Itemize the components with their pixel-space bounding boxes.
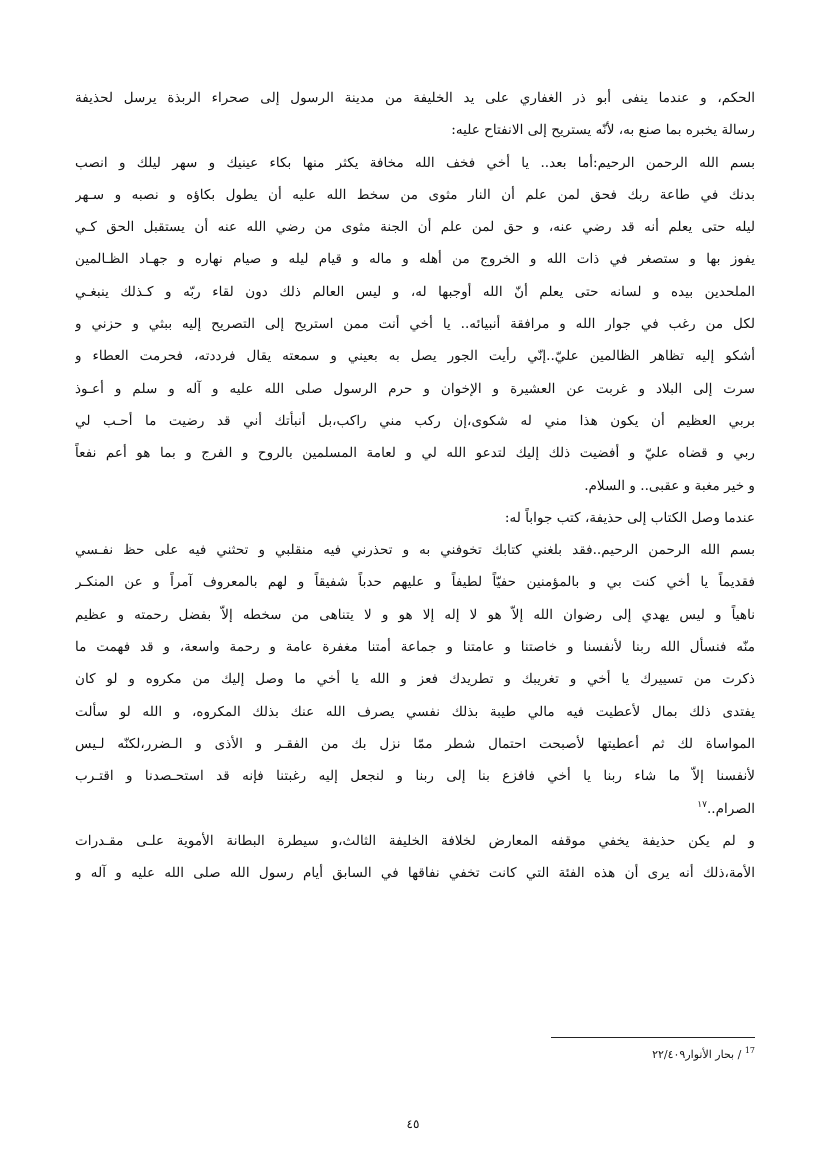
text-line: يفوز بها و ستصغر في ذات الله و الخروج من أهله و ماله و قيام ليله و صيام نهاره و جهـاد الظـالمين <box>75 251 755 268</box>
text-line-with-footnote-ref <box>75 793 755 825</box>
text-line: الحكم، و عندما ينفى أبو ذر الغفاري على يد الخليفة من مدينة الرسول إلى صحراء الربذة يرسل لحذيفة <box>75 90 755 106</box>
text-line: ذكرت من تسييرك يا أخي و تغريبك و تطريدك فعز و الله يا أخي ما وصل إليك من مكروه و لو كان <box>75 671 755 688</box>
text-line: المواساة لك ثم أعطيتها لأصبحت احتمال شطر ممّا نزل بك من الفقـر و الأذى و الـضرر،لكنّه لـيس <box>75 735 755 752</box>
footnote-number: 17 <box>744 1046 755 1055</box>
footnote <box>500 1046 755 1064</box>
text-line-content: الصرام.. <box>706 800 755 817</box>
text-line: الملحدين بيده و لسانه حتى يعلم أنّ الله أوجبها له، و ليس العالم ذلك دون لقاء ربّه و كـذلك ينبغـي <box>75 283 755 300</box>
text-line: ليله حتى يعلم أنه قد رضي عنه، و حق لمن علم أن الجنة مثوى من رضي الله عنه أن يستقبل الحق كـي <box>75 219 755 236</box>
text-line: يفتدى ذلك بمال لأعطيت فيه مالي طيبة بذلك نفسي يصرف الله عنك بذلك المكروه، و الله لو سألت <box>75 703 755 720</box>
text-line: و خير مغبة و عقبى.. و السلام. <box>584 477 755 494</box>
page-number: ٤٥ <box>406 1117 420 1131</box>
text-line: عندما وصل الكتاب إلى حذيفة، كتب جواباً له: <box>504 509 755 526</box>
text-line: بدنك في طاعة ربك فحق لمن علم أن النار مثوى من سخط الله عليه أن يطول بكاؤه و نصبه و سـهر <box>75 186 755 203</box>
text-line: ناهياً و ليس يهدي إلى رضوان الله إلاّ هو لا إله إلا هو و لا يتناهى من سخطه إلاّ بفضل رحمته و عظيم <box>75 606 755 623</box>
footnote-separator <box>551 1037 755 1038</box>
text-line: بسم الله الرحمن الرحيم:أما بعد.. يا أخي فخف الله مخافة يكثر منها بكاء عينيك و سهر ليلك و انصب <box>75 154 755 171</box>
text-line: لأنفسنا إلاّ ما شاء ربنا يا أخي فافزع بنا إلى ربنا و لنجعل إليه رغبتنا فإنه قد استحـصدنا و اقتـرب <box>75 768 755 785</box>
text-line: ربي و قضاه عليّ و أفضيت ذلك إليك لتدعو الله لي و لعامة المسلمين بالروح و الفرج و بما هو أعم نفعاً <box>75 445 755 462</box>
footnote-reference: ١٧ <box>697 799 707 810</box>
text-line: منّه فنسأل الله ربنا لأنفسنا و خاصتنا و عامتنا و جماعة أمتنا مغفرة عامة و رحمة واسعة، و قد فهمت ما <box>75 639 755 656</box>
footnote-text: / بحار الأنوار٢٢/٤٠٩ <box>652 1048 742 1061</box>
text-line: فقديماً يا أخي كنت بي و بالمؤمنين حفيّاً لطيفاً و عليهم حدباً شفيقاً و لهم بالمعروف آمراً و عن المنكـر <box>75 574 755 591</box>
text-line: رسالة يخبره بما صنع به، لأنّه يستريح إلى الانفتاح عليه: <box>451 122 755 139</box>
text-line: سرت إلى البلاد و غربت عن العشيرة و الإخوان و حرم الرسول صلى الله عليه و آله و سلم و أعـوذ <box>75 380 755 397</box>
text-line: و لم يكن حذيفة يخفي موقفه المعارض لخلافة الخليفة الثالث،و سيطرة البطانة الأموية علـى مقـدرات <box>75 832 755 849</box>
text-line: لكل من رغب في جوار الله و مرافقة أنبيائه.. يا أخي أنت ممن استريح إلى التصريح إليه ببثي و حزني و <box>75 316 755 333</box>
text-line: الأمة،ذلك أنه يرى أن هذه الفئة التي كانت تخفي نفاقها في السابق أيام رسول الله صلى الله عليه و آله و <box>75 865 755 882</box>
body-text <box>75 82 755 889</box>
text-line: بسم الله الرحمن الرحيم..فقد بلغني كتابك تخوفني به و تحذرني فيه منقلبي و تحثني فيه على حظ نفـسي <box>75 542 755 559</box>
text-line: أشكو إليه تظاهر الظالمين عليّ..إنّي رأيت الجور يصل به بعيني و سمعته يقال فرددته، فحرمت العطاء و <box>75 348 755 365</box>
text-line: بربي العظيم أن يكون هذا مني له شكوى،إن ركب مني راكب،بل أنبأتك أني قد رضيت ما أحـب لي <box>75 412 755 429</box>
